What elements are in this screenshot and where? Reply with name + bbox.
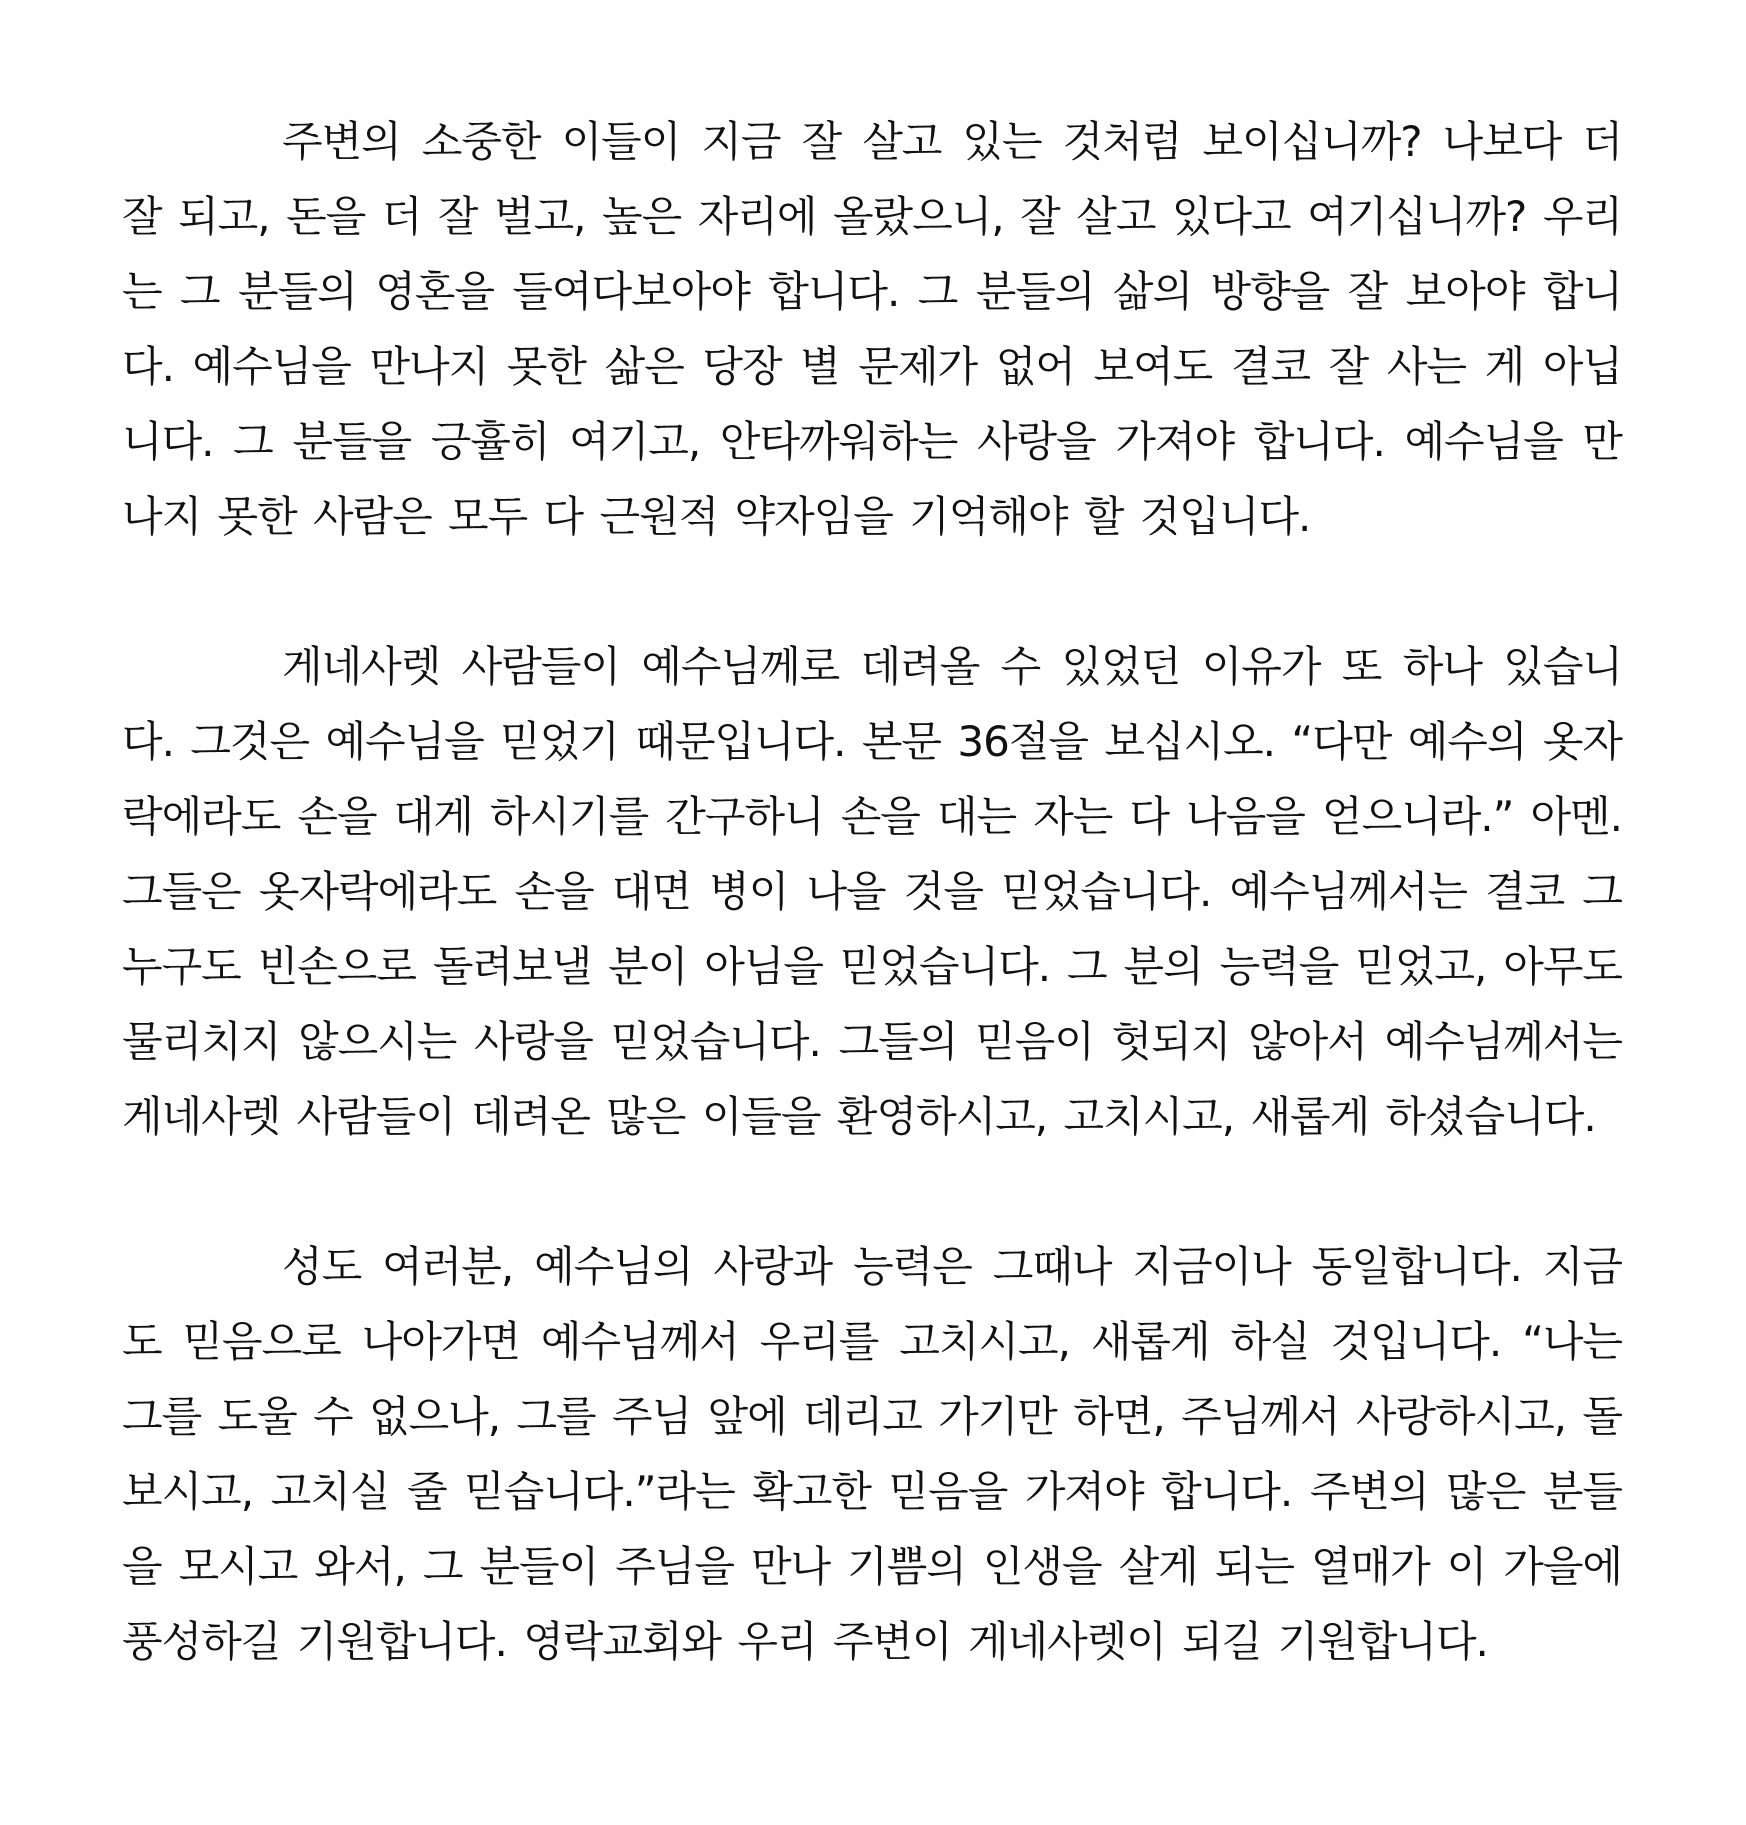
- paragraph-3: 성도 여러분, 예수님의 사랑과 능력은 그때나 지금이나 동일합니다. 지금도 믿음으로 나아가면 예수님께서 우리를 고치시고, 새롭게 하실 것입니다. “나는 그를 도울 수 없으나, 그를 주님 앞에 데리고 가기만 하면, 주님께서 사랑하시고, 돌보시고, 고치실 줄 믿습니다.”라는 확고한 믿음을 가져야 합니다. 주변의 많은 분들을 모시고 와서, 그 분들이 주님을 만나 기쁨의 인생을 살게 되는 열매가 이 가을에 풍성하길 기원합니다. 영락교회와 우리 주변이 게네사렛이 되길 기원합니다.: [122, 1242, 1622, 1666]
- paragraph-1: 주변의 소중한 이들이 지금 잘 살고 있는 것처럼 보이십니까? 나보다 더 잘 되고, 돈을 더 잘 벌고, 높은 자리에 올랐으니, 잘 살고 있다고 여기십니까? 우리는 그 분들의 영혼을 들여다보아야 합니다. 그 분들의 삶의 방향을 잘 보아야 합니다. 예수님을 만나지 못한 삶은 당장 별 문제가 없어 보여도 결코 잘 사는 게 아닙니다. 그 분들을 긍휼히 여기고, 안타까워하는 사랑을 가져야 합니다. 예수님을 만나지 못한 사람은 모두 다 근원적 약자임을 기억해야 할 것입니다.: [122, 117, 1622, 541]
- paragraph-2: 게네사렛 사람들이 예수님께로 데려올 수 있었던 이유가 또 하나 있습니다. 그것은 예수님을 믿었기 때문입니다. 본문 36절을 보십시오. “다만 예수의 옷자락에라도 손을 대게 하시기를 간구하니 손을 대는 자는 다 나음을 얻으니라.” 아멘. 그들은 옷자락에라도 손을 대면 병이 나을 것을 믿었습니다. 예수님께서는 결코 그 누구도 빈손으로 돌려보낼 분이 아님을 믿었습니다. 그 분의 능력을 믿었고, 아무도 물리치지 않으시는 사랑을 믿었습니다. 그들의 믿음이 헛되지 않아서 예수님께서는 게네사렛 사람들이 데려온 많은 이들을 환영하시고, 고치시고, 새롭게 하셨습니다.: [122, 642, 1622, 1141]
- document-body: [122, 104, 1622, 1679]
